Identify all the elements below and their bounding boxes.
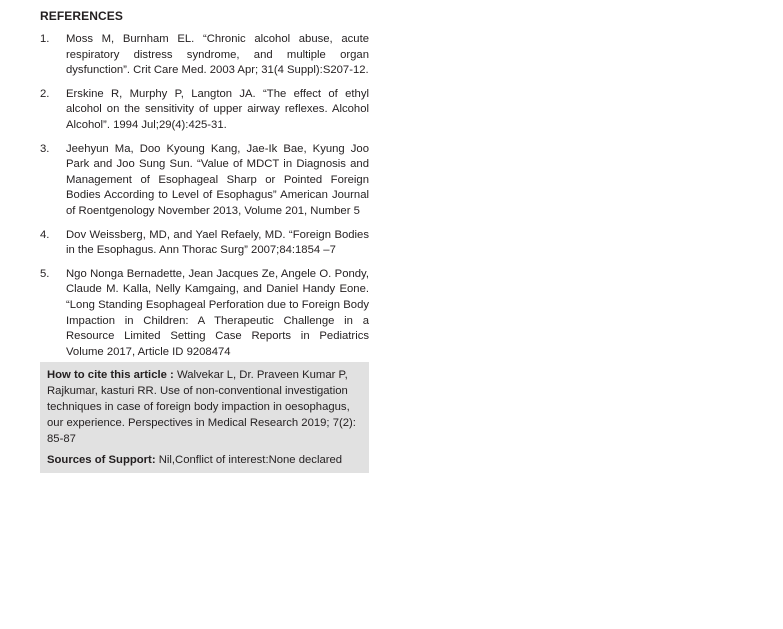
reference-item: [40, 142, 369, 220]
reference-text: Dov Weissberg, MD, and Yael Refaely, MD. “Foreign Bodies in the Esophagus. Ann Thorac Surg” 2007;84:1854 –7: [66, 228, 369, 257]
reference-number: 5.: [40, 267, 50, 280]
sources-of-support-label: Sources of Support:: [47, 454, 156, 467]
sources-of-support-text: Nil,Conflict of interest:None declared: [155, 454, 343, 467]
reference-item: [40, 87, 369, 134]
reference-text: Jeehyun Ma, Doo Kyoung Kang, Jae-Ik Bae, Kyung Joo Park and Joo Sung Sun. “Value of MDCT in Diagnosis and Management of Esophageal Sharp or Pointed Foreign Bodies According to Level of Esophagus” American Journal of Roentgenology November 2013, Volume 201, Number 5: [66, 142, 369, 217]
how-to-cite: [47, 367, 362, 447]
sources-of-support: [47, 452, 362, 468]
references-heading: REFERENCES: [40, 9, 124, 23]
how-to-cite-label: How to cite this article :: [47, 369, 174, 382]
reference-item: [40, 267, 369, 361]
how-to-cite-text: Walvekar L, Dr. Praveen Kumar P, Rajkumar, kasturi RR. Use of non-conventional investigation techniques in case of foreign body impaction in oesophagus, our experience. Perspectives in Medical Research 2019; 7(2): 85-87: [47, 369, 356, 446]
reference-item: [40, 32, 369, 79]
reference-text: Ngo Nonga Bernadette, Jean Jacques Ze, Angele O. Pondy, Claude M. Kalla, Nelly Kamgaing, and Daniel Handy Eone. “Long Standing Esophageal Perforation due to Foreign Body Impaction in Children: A Therapeutic Challenge in a Resource Limited Setting Case Reports in Pediatrics Volume 2017, Article ID 9208474: [66, 267, 369, 358]
reference-text: Moss M, Burnham EL. “Chronic alcohol abuse, acute respiratory distress syndrome, and multiple organ dysfunction”. Crit Care Med. 2003 Apr; 31(4 Suppl):S207-12.: [66, 33, 369, 77]
reference-number: 3.: [40, 142, 50, 155]
reference-number: 1.: [40, 33, 50, 45]
citation-box: [40, 362, 369, 473]
reference-number: 2.: [40, 87, 50, 100]
reference-item: [40, 228, 369, 259]
references-column: [40, 8, 369, 473]
reference-text: Erskine R, Murphy P, Langton JA. “The effect of ethyl alcohol on the sensitivity of upper airway reflexes. Alcohol Alcohol”. 1994 Jul;29(4):425-31.: [66, 87, 369, 131]
reference-list: [40, 32, 369, 360]
reference-number: 4.: [40, 228, 50, 241]
